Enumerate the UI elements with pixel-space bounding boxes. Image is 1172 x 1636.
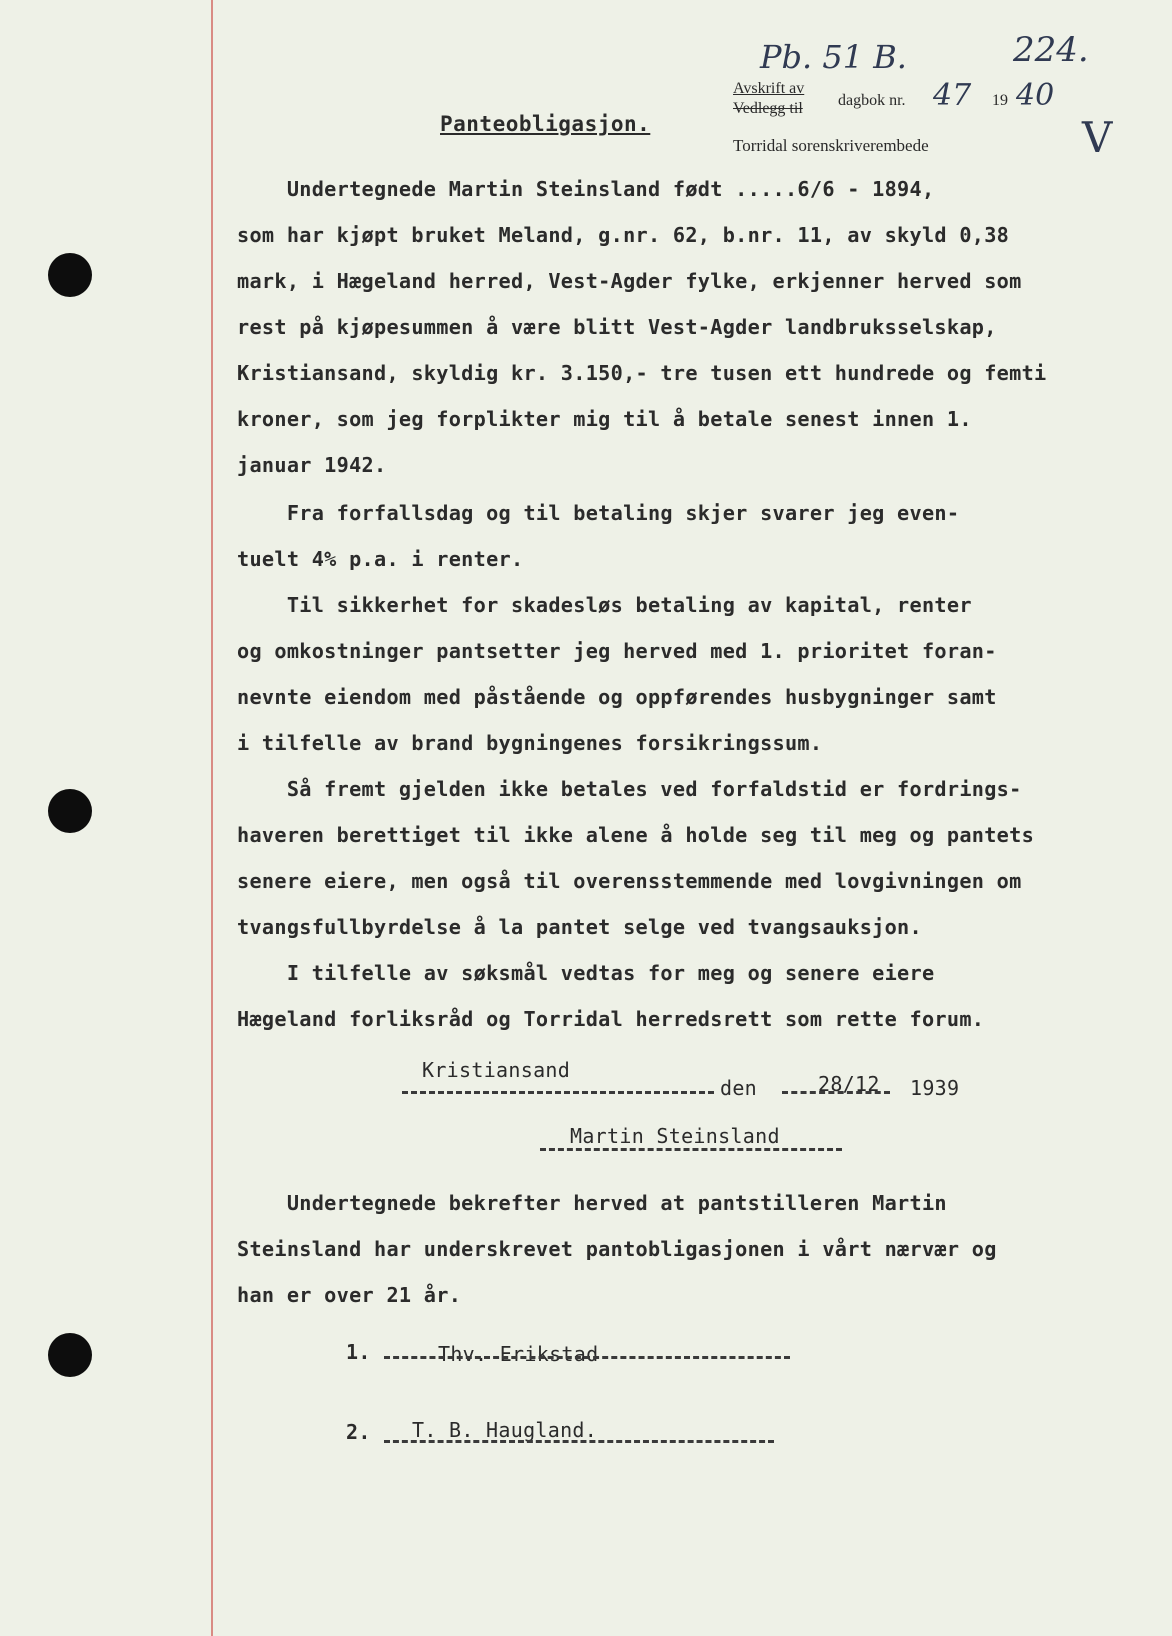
witness-1-dotted-line xyxy=(384,1356,790,1359)
text-line: tvangsfullbyrdelse å la pantet selge ved tvangsauksjon. xyxy=(237,915,922,939)
place-dotted-line xyxy=(402,1091,714,1094)
text-line: han er over 21 år. xyxy=(237,1283,462,1307)
text-line: Undertegnede Martin Steinsland født .....6/6 - 1894, xyxy=(237,177,935,201)
text-line: rest på kjøpesummen å være blitt Vest-Agder landbruksselskap, xyxy=(237,315,997,339)
text-line: nevnte eiendom med påstående og oppførendes husbygninger samt xyxy=(237,685,997,709)
paragraph-5 xyxy=(237,950,1107,1042)
text-line: som har kjøpt bruket Meland, g.nr. 62, b.nr. 11, av skyld 0,38 xyxy=(237,223,1010,247)
punch-hole-middle xyxy=(48,789,92,833)
text-line: i tilfelle av brand bygningenes forsikringssum. xyxy=(237,731,823,755)
paragraph-1 xyxy=(237,166,1107,488)
date-dotted-line xyxy=(782,1091,890,1094)
paragraph-4 xyxy=(237,766,1107,950)
text-line: Fra forfallsdag og til betaling skjer svarer jeg even- xyxy=(237,501,960,525)
signer-name: Martin Steinsland xyxy=(570,1124,780,1148)
stamp-vedlegg: Vedlegg til xyxy=(733,100,803,117)
text-line: Undertegnede bekrefter herved at pantstilleren Martin xyxy=(237,1191,947,1215)
text-line: januar 1942. xyxy=(237,453,387,477)
signature-year: 1939 xyxy=(910,1076,960,1100)
signature-place: Kristiansand xyxy=(422,1058,571,1082)
page-number: 224. xyxy=(1013,30,1089,70)
paragraph-2 xyxy=(237,490,1107,582)
punch-hole-bottom xyxy=(48,1333,92,1377)
office-stamp: Torridal sorenskriverembede xyxy=(733,136,929,155)
stamp-dagbok-label: dagbok nr. xyxy=(838,92,906,109)
witness-1-number: 1. xyxy=(346,1340,371,1364)
text-line: Steinsland har underskrevet pantobligasjonen i vårt nærvær og xyxy=(237,1237,997,1261)
dagbok-number: 47 xyxy=(933,78,972,113)
text-line: senere eiere, men også til overensstemmende med lovgivningen om xyxy=(237,869,1022,893)
den-label: den xyxy=(720,1076,758,1100)
witness-2-dotted-line xyxy=(384,1440,774,1443)
text-line: Kristiansand, skyldig kr. 3.150,- tre tusen ett hundrede og femti xyxy=(237,361,1047,385)
year-suffix: 40 xyxy=(1016,78,1055,113)
text-line: Hægeland forliksråd og Torridal herredsrett som rette forum. xyxy=(237,1007,985,1031)
witness-2-name: T. B. Haugland. xyxy=(412,1418,598,1442)
text-line: haveren berettiget til ikke alene å holde seg til meg og pantets xyxy=(237,823,1035,847)
paragraph-3 xyxy=(237,582,1107,766)
punch-hole-top xyxy=(48,253,92,297)
document-title: Panteobligasjon. xyxy=(440,112,651,136)
signature-date: 28/12 xyxy=(818,1072,880,1096)
reference-handwritten: Pb. 51 B. xyxy=(760,38,907,76)
check-mark: V xyxy=(1082,113,1113,162)
text-line: I tilfelle av søksmål vedtas for meg og senere eiere xyxy=(237,961,935,985)
stamp-avskrift: Avskrift av xyxy=(733,80,805,97)
text-line: mark, i Hægeland herred, Vest-Agder fylke, erkjenner herved som xyxy=(237,269,1022,293)
year-prefix: 19 xyxy=(992,92,1008,109)
text-line: tuelt 4% p.a. i renter. xyxy=(237,547,524,571)
text-line: Til sikkerhet for skadesløs betaling av kapital, renter xyxy=(237,593,972,617)
witness-paragraph xyxy=(237,1180,1107,1318)
text-line: Så fremt gjelden ikke betales ved forfaldstid er fordrings- xyxy=(237,777,1022,801)
witness-1-name: Thv. Erikstad xyxy=(438,1342,599,1366)
signer-dotted-line xyxy=(540,1148,842,1151)
witness-2-number: 2. xyxy=(346,1420,371,1444)
margin-rule xyxy=(211,0,213,1636)
text-line: og omkostninger pantsetter jeg herved med 1. prioritet foran- xyxy=(237,639,997,663)
text-line: kroner, som jeg forplikter mig til å betale senest innen 1. xyxy=(237,407,972,431)
